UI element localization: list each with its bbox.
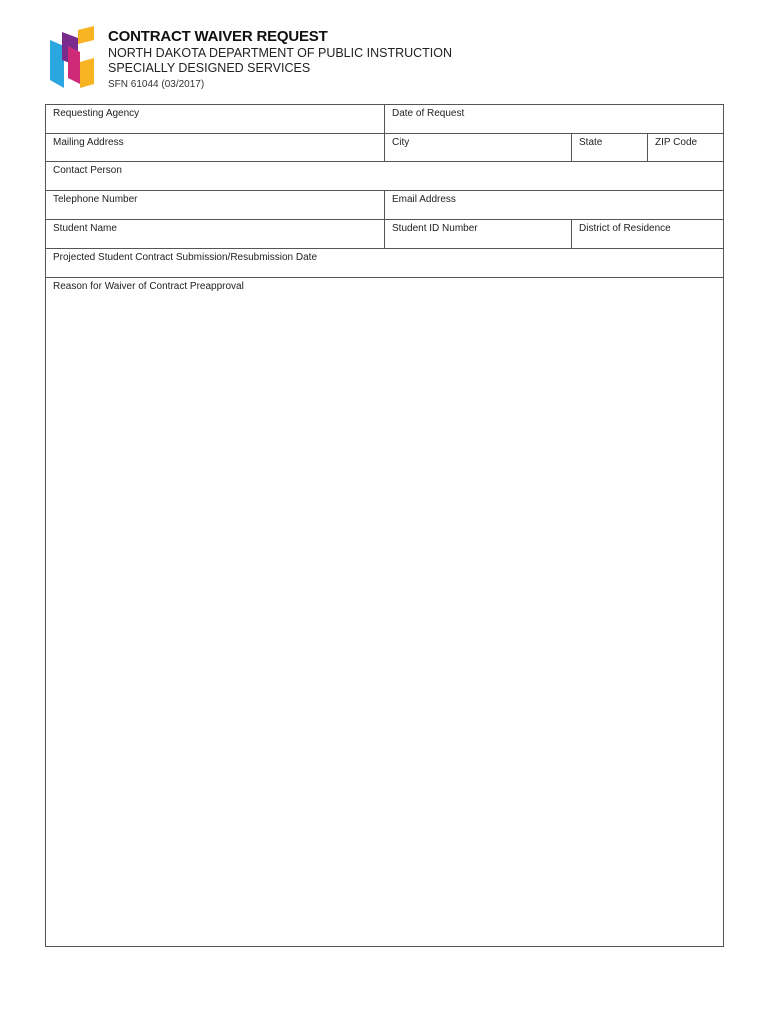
form-row-projected-date [46, 249, 723, 278]
ndpi-logo-icon [48, 26, 98, 90]
date-of-request-field[interactable] [384, 105, 723, 133]
mailing-address-value [53, 150, 378, 158]
form-title: CONTRACT WAIVER REQUEST [108, 28, 328, 45]
student-name-label: Student Name [53, 223, 117, 234]
form-header [108, 28, 452, 92]
contact-person-value [53, 178, 717, 187]
city-field[interactable] [384, 134, 571, 161]
form-number: SFN 61044 (03/2017) [108, 79, 205, 90]
student-id-number-label: Student ID Number [392, 223, 478, 234]
telephone-number-field[interactable] [46, 191, 384, 219]
telephone-number-label: Telephone Number [53, 194, 138, 205]
form-row-contact [46, 162, 723, 191]
state-label: State [579, 137, 603, 148]
requesting-agency-label: Requesting Agency [53, 108, 140, 119]
reason-for-waiver-label: Reason for Waiver of Contract Preapproval [53, 281, 244, 292]
email-address-value [392, 207, 717, 216]
mailing-address-label: Mailing Address [53, 137, 124, 148]
zip-code-field[interactable] [647, 134, 723, 161]
contact-person-field[interactable] [46, 162, 723, 190]
department-name: NORTH DAKOTA DEPARTMENT OF PUBLIC INSTRUCTION [108, 46, 453, 60]
mailing-address-field[interactable] [46, 134, 384, 161]
state-field[interactable] [571, 134, 647, 161]
email-address-label: Email Address [392, 194, 456, 205]
waiver-form [45, 104, 724, 947]
division-name: SPECIALLY DESIGNED SERVICES [108, 61, 311, 75]
district-of-residence-field[interactable] [571, 220, 723, 248]
form-row-phone-email [46, 191, 723, 220]
student-id-number-field[interactable] [384, 220, 571, 248]
student-id-number-value [392, 236, 565, 245]
email-address-field[interactable] [384, 191, 723, 219]
student-name-value [53, 236, 378, 245]
projected-date-field[interactable] [46, 249, 723, 277]
reason-for-waiver-value [53, 294, 717, 943]
date-of-request-value [392, 121, 717, 130]
telephone-number-value [53, 207, 378, 216]
zip-code-label: ZIP Code [655, 137, 698, 148]
city-label: City [392, 137, 410, 148]
student-name-field[interactable] [46, 220, 384, 248]
district-of-residence-value [579, 236, 717, 245]
city-value [392, 150, 565, 158]
requesting-agency-value [53, 121, 378, 130]
zip-code-value [655, 150, 717, 158]
state-value [579, 150, 641, 158]
contact-person-label: Contact Person [53, 165, 122, 176]
projected-date-label: Projected Student Contract Submission/Resubmission Date [53, 252, 318, 263]
date-of-request-label: Date of Request [392, 108, 465, 119]
form-row-student [46, 220, 723, 249]
form-row-address [46, 134, 723, 162]
projected-date-value [53, 265, 717, 274]
form-row-agency [46, 105, 723, 134]
requesting-agency-field[interactable] [46, 105, 384, 133]
reason-for-waiver-field[interactable] [46, 278, 723, 946]
district-of-residence-label: District of Residence [579, 223, 671, 234]
